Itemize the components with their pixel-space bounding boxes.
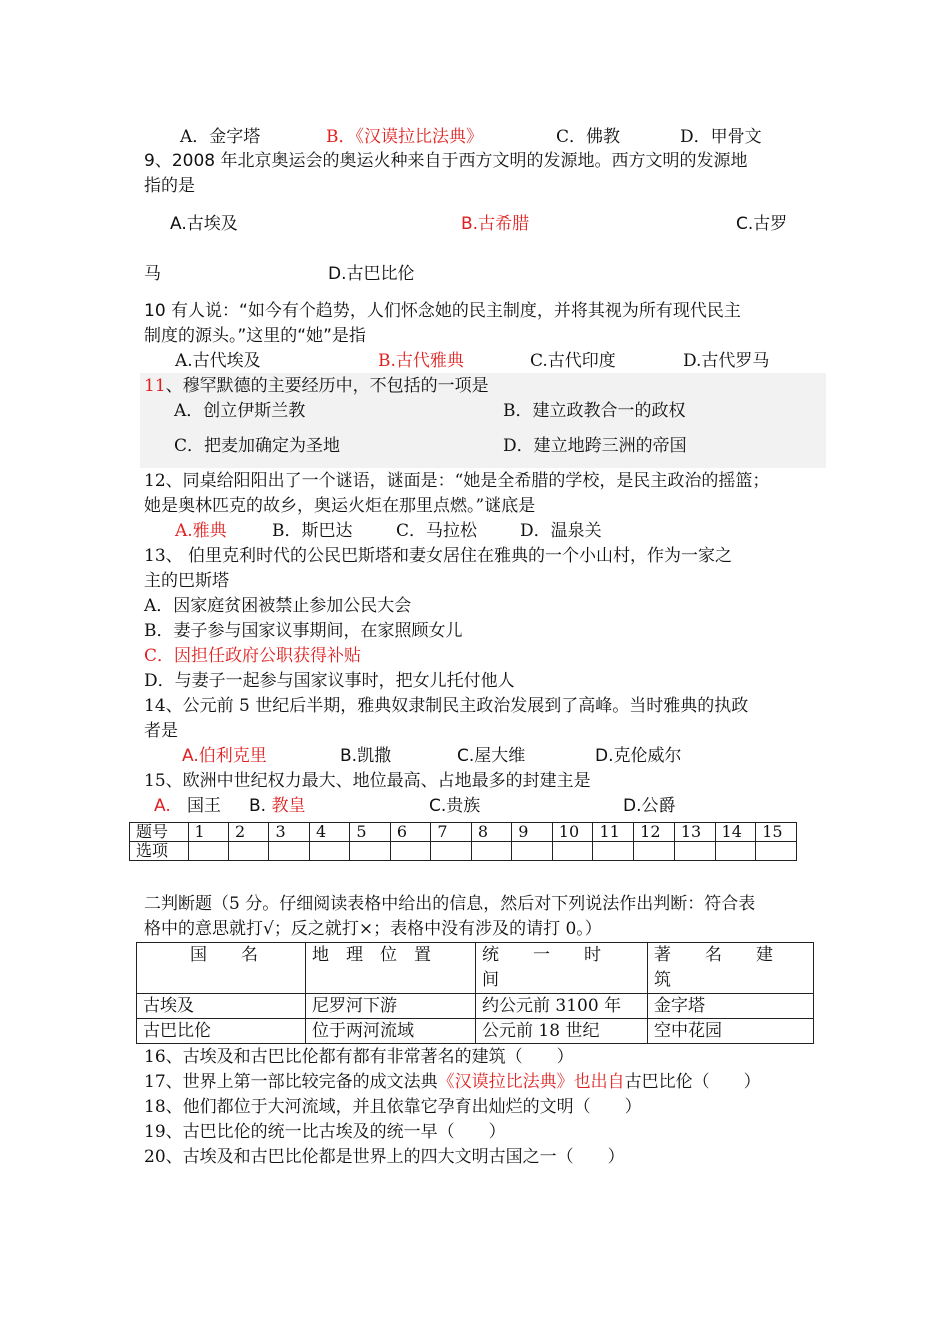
table-cell: 公元前 18 世纪 [476, 1019, 648, 1044]
q13-option-b: B．妻子参与国家议事期间，在家照顾女儿 [144, 621, 463, 641]
answer-grid-blank-7[interactable] [431, 842, 471, 861]
q10-option-d: D.古代罗马 [683, 351, 770, 371]
q9-option-d: D.古巴比伦 [328, 264, 415, 284]
answer-grid-blank-11[interactable] [593, 842, 634, 861]
table-cell: 金字塔 [648, 994, 814, 1019]
answer-grid-number-6: 6 [390, 823, 430, 842]
q14-option-a: A.伯利克里 [182, 746, 267, 766]
judgement-19: 19、古巴比伦的统一比古埃及的统一早（ ） [144, 1122, 506, 1142]
answer-grid-blank-9[interactable] [512, 842, 552, 861]
answer-grid-number-11: 11 [593, 823, 634, 842]
answer-grid-blank-2[interactable] [229, 842, 269, 861]
table-cell: 古埃及 [137, 994, 306, 1019]
answer-grid-blank-14[interactable] [715, 842, 756, 861]
q11-option-d: D．建立地跨三洲的帝国 [503, 436, 687, 456]
q15-option-d: D.公爵 [623, 796, 676, 816]
header-unification-time: 统 一 时 间 [476, 943, 648, 994]
q13-option-a: A．因家庭贫困被禁止参加公民大会 [144, 596, 412, 616]
answer-grid-blank-4[interactable] [309, 842, 349, 861]
answer-grid-number-15: 15 [756, 823, 797, 842]
answer-grid-row-label: 题号 [130, 823, 189, 842]
q8-option-b: B．《汉谟拉比法典》 [326, 127, 483, 147]
judgement-20: 20、古埃及和古巴比伦都是世界上的四大文明古国之一（ ） [144, 1147, 625, 1167]
answer-grid-blank-3[interactable] [269, 842, 309, 861]
q12-option-c: C．马拉松 [396, 521, 478, 541]
q8-option-a: A．金字塔 [180, 127, 261, 147]
judgement-18: 18、他们都位于大河流域，并且依靠它孕育出灿烂的文明（ ） [144, 1097, 642, 1117]
table-cell: 位于两河流域 [306, 1019, 476, 1044]
answer-grid-number-7: 7 [431, 823, 471, 842]
q9-option-c: C.古罗 [736, 214, 788, 234]
q8-option-d: D．甲骨文 [680, 127, 762, 147]
section2-intro-line1: 二判断题（5 分。仔细阅读表格中给出的信息，然后对下列说法作出判断：符合表 [144, 894, 756, 914]
q13-stem-line2: 主的巴斯塔 [144, 571, 229, 591]
table-row [137, 1019, 814, 1044]
q13-option-d: D．与妻子一起参与国家议事时，把女儿托付他人 [144, 671, 515, 691]
q11-option-c: C．把麦加确定为圣地 [174, 436, 341, 456]
answer-grid-blank-6[interactable] [390, 842, 430, 861]
q10-stem-line1: 10 有人说：“如今有个趋势，人们怀念她的民主制度，并将其视为所有现代民主 [144, 301, 741, 321]
q9-stem-line1: 9、2008 年北京奥运会的奥运火种来自于西方文明的发源地。西方文明的发源地 [144, 151, 748, 171]
table-cell: 约公元前 3100 年 [476, 994, 648, 1019]
q11-option-b: B．建立政教合一的政权 [503, 401, 686, 421]
answer-grid-blank-13[interactable] [674, 842, 715, 861]
q11-stem: 11、穆罕默德的主要经历中，不包括的一项是 [144, 376, 489, 396]
answer-grid-blank-8[interactable] [471, 842, 511, 861]
answer-grid-blank-1[interactable] [188, 842, 228, 861]
section2-intro-line2: 格中的意思就打√；反之就打×；表格中没有涉及的请打 0。） [144, 919, 602, 939]
q9-option-c-cont: 马 [144, 264, 161, 284]
answer-grid [129, 822, 797, 861]
q9-stem-line2: 指的是 [144, 176, 195, 196]
answer-grid-blank-5[interactable] [350, 842, 390, 861]
q12-stem-line1: 12、同桌给阳阳出了一个谜语，谜面是：“她是全希腊的学校，是民主政治的摇篮； [144, 471, 770, 491]
answer-grid-number-1: 1 [188, 823, 228, 842]
table-cell: 古巴比伦 [137, 1019, 306, 1044]
table-row [137, 994, 814, 1019]
answer-grid-number-5: 5 [350, 823, 390, 842]
answer-grid-blank-12[interactable] [634, 842, 675, 861]
answer-grid-number-10: 10 [552, 823, 593, 842]
q15-option-c: C.贵族 [429, 796, 481, 816]
answer-grid-number-13: 13 [674, 823, 715, 842]
q14-stem-line2: 者是 [144, 721, 178, 741]
q10-option-b: B.古代雅典 [378, 351, 464, 371]
q9-option-b: B.古希腊 [461, 214, 530, 234]
q10-option-a: A.古代埃及 [175, 351, 261, 371]
answer-grid-number-4: 4 [309, 823, 349, 842]
header-country: 国 名 [137, 943, 306, 994]
q11-option-a: A．创立伊斯兰教 [174, 401, 306, 421]
q14-stem-line1: 14、公元前 5 世纪后半期，雅典奴隶制民主政治发展到了高峰。当时雅典的执政 [144, 696, 749, 716]
q12-stem-line2: 她是奥林匹克的故乡，奥运火炬在那里点燃。”谜底是 [144, 496, 536, 516]
info-table [136, 942, 814, 1044]
q12-option-a: A.雅典 [175, 521, 227, 541]
q13-stem-line1: 13、 伯里克利时代的公民巴斯塔和妻女居住在雅典的一个小山村，作为一家之 [144, 546, 733, 566]
q14-option-b: B.凯撒 [340, 746, 392, 766]
table-cell: 尼罗河下游 [306, 994, 476, 1019]
judgement-16: 16、古埃及和古巴比伦都有都有非常著名的建筑（ ） [144, 1047, 574, 1067]
q15-stem: 15、欧洲中世纪权力最大、地位最高、占地最多的封建主是 [144, 771, 591, 791]
answer-grid-number-8: 8 [471, 823, 511, 842]
q10-stem-line2: 制度的源头。”这里的“她”是指 [144, 326, 366, 346]
q14-option-c: C.屋大维 [457, 746, 526, 766]
q12-option-d: D．温泉关 [520, 521, 602, 541]
answer-grid-blank-10[interactable] [552, 842, 593, 861]
q9-option-a: A.古埃及 [170, 214, 238, 234]
q10-option-c: C.古代印度 [530, 351, 616, 371]
q12-option-b: B．斯巴达 [272, 521, 353, 541]
answer-grid-number-3: 3 [269, 823, 309, 842]
answer-grid-number-2: 2 [229, 823, 269, 842]
header-location: 地 理 位 置 [306, 943, 476, 994]
q13-option-c: C．因担任政府公职获得补贴 [144, 646, 362, 666]
table-cell: 空中花园 [648, 1019, 814, 1044]
answer-grid-number-12: 12 [634, 823, 675, 842]
answer-grid-row-label: 选项 [130, 842, 189, 861]
header-famous-building: 著 名 建 筑 [648, 943, 814, 994]
answer-grid-blank-15[interactable] [756, 842, 797, 861]
q15-option-b: B. 教皇 [249, 796, 306, 816]
answer-grid-number-14: 14 [715, 823, 756, 842]
q14-option-d: D.克伦威尔 [595, 746, 682, 766]
judgement-17: 17、世界上第一部比较完备的成文法典《汉谟拉比法典》也出自古巴比伦（ ） [144, 1072, 761, 1092]
q8-option-c: C．佛教 [556, 127, 621, 147]
q15-option-a: A. 国王 [154, 796, 221, 816]
answer-grid-number-9: 9 [512, 823, 552, 842]
